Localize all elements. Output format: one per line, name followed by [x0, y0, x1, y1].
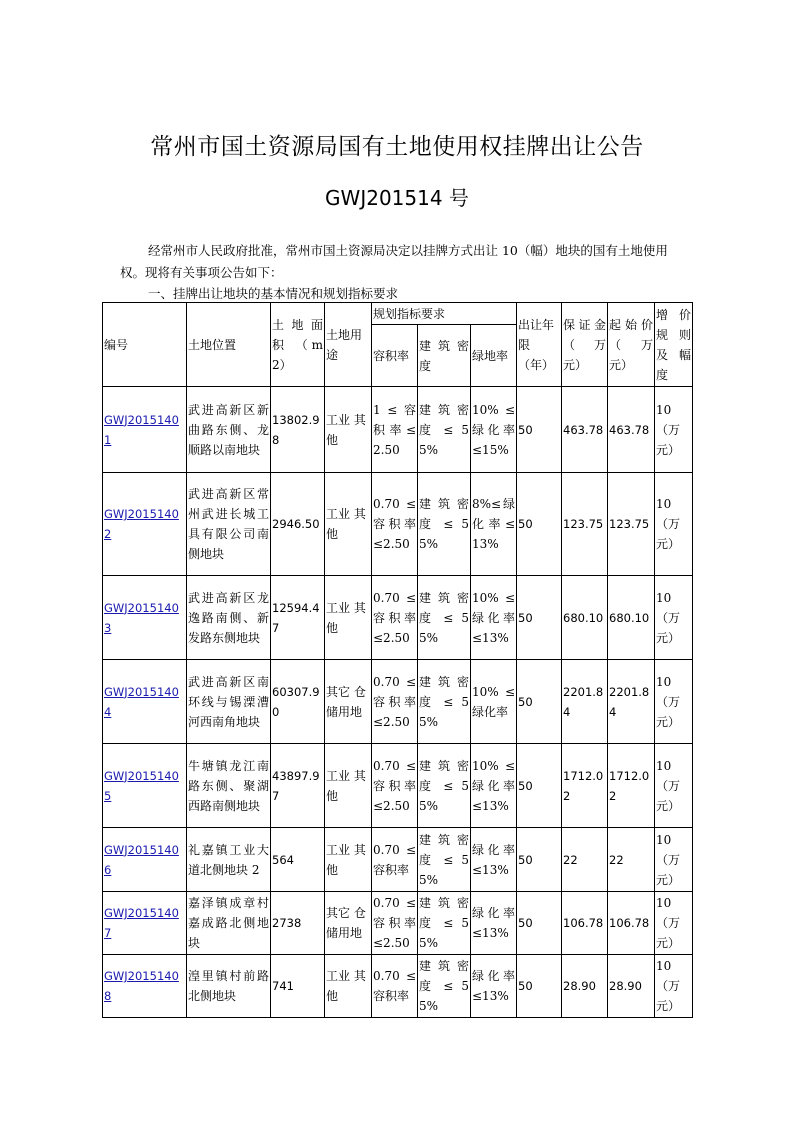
- table-cell-location: 武进高新区南环线与锡溧漕河西南角地块: [187, 660, 271, 744]
- table-cell-area: 741: [271, 955, 325, 1018]
- table-cell-use: 工业 其他: [325, 828, 372, 892]
- table-cell-green: 绿化率 ≤13%: [471, 892, 517, 955]
- table-cell-start-price: 22: [608, 828, 655, 892]
- table-cell-start-price: 28.90: [608, 955, 655, 1018]
- table-cell-use: 工业 其他: [325, 744, 372, 828]
- table-cell-far: 0.70 ≤ 容积率 ≤2.50: [372, 744, 418, 828]
- table-cell-deposit: 1712.02: [562, 744, 608, 828]
- table-cell-density: 建 筑 密 度 ≤ 55%: [418, 660, 471, 744]
- table-cell-density: 建 筑 密 度 ≤ 55%: [418, 955, 471, 1018]
- header-start-price: 起始价 （ 万元）: [608, 303, 655, 387]
- table-cell-green: 10% ≤ 绿化率 ≤13%: [471, 744, 517, 828]
- table-cell-deposit: 680.10: [562, 576, 608, 660]
- table-row: [103, 744, 693, 828]
- header-code: 编号: [103, 303, 187, 387]
- table-cell-density: 建 筑 密 度 ≤ 55%: [418, 828, 471, 892]
- table-cell-green: 10% ≤ 绿化率: [471, 660, 517, 744]
- table-cell-location: 礼嘉镇工业大道北侧地块 2: [187, 828, 271, 892]
- table-cell-code[interactable]: GWJ20151408: [103, 955, 187, 1018]
- table-cell-area: 12594.47: [271, 576, 325, 660]
- table-cell-density: 建 筑 密 度 ≤ 55%: [418, 744, 471, 828]
- table-cell-area: 60307.90: [271, 660, 325, 744]
- table-cell-location: 嘉泽镇成章村嘉成路北侧地块: [187, 892, 271, 955]
- table-cell-far: 0.70 ≤ 容积率: [372, 828, 418, 892]
- table-cell-term: 50: [517, 892, 562, 955]
- header-increment: 增 价 规则 及 幅 度: [655, 303, 693, 387]
- table-cell-deposit: 106.78: [562, 892, 608, 955]
- table-cell-location: 武进高新区常州武进长城工具有限公司南侧地块: [187, 473, 271, 576]
- table-cell-location: 湟里镇村前路北侧地块: [187, 955, 271, 1018]
- table-row: [103, 660, 693, 744]
- table-cell-area: 564: [271, 828, 325, 892]
- table-cell-far: 0.70 ≤ 容积率 ≤2.50: [372, 576, 418, 660]
- table-cell-code[interactable]: GWJ20151401: [103, 387, 187, 473]
- table-row: [103, 892, 693, 955]
- header-use: 土地用途: [325, 303, 372, 387]
- header-deposit: 保证金 （ 万元）: [562, 303, 608, 387]
- table-cell-deposit: 22: [562, 828, 608, 892]
- table-cell-use: 其它 仓储用地: [325, 660, 372, 744]
- table-cell-increment: 10（万元）: [655, 892, 693, 955]
- table-cell-deposit: 2201.84: [562, 660, 608, 744]
- table-cell-increment: 10（万元）: [655, 744, 693, 828]
- table-cell-use: 工业 其他: [325, 576, 372, 660]
- table-cell-area: 13802.98: [271, 387, 325, 473]
- table-cell-code[interactable]: GWJ20151403: [103, 576, 187, 660]
- table-cell-start-price: 680.10: [608, 576, 655, 660]
- table-cell-density: 建 筑 密 度 ≤ 55%: [418, 473, 471, 576]
- table-cell-green: 绿化率 ≤13%: [471, 955, 517, 1018]
- table-cell-far: 0.70 ≤ 容积率 ≤2.50: [372, 892, 418, 955]
- table-cell-start-price: 123.75: [608, 473, 655, 576]
- table-cell-term: 50: [517, 744, 562, 828]
- table-cell-use: 工业 其他: [325, 387, 372, 473]
- header-green: 绿地率: [471, 325, 517, 387]
- section-heading: 一、挂牌出让地块的基本情况和规划指标要求: [148, 286, 399, 301]
- header-location: 土地位置: [187, 303, 271, 387]
- land-parcel-table: [102, 302, 693, 1018]
- table-cell-area: 2738: [271, 892, 325, 955]
- table-cell-far: 0.70 ≤ 容积率: [372, 955, 418, 1018]
- table-cell-deposit: 463.78: [562, 387, 608, 473]
- table-cell-code[interactable]: GWJ20151405: [103, 744, 187, 828]
- table-cell-location: 武进高新区龙逸路南侧、新发路东侧地块: [187, 576, 271, 660]
- table-cell-term: 50: [517, 955, 562, 1018]
- table-cell-far: 0.70 ≤ 容积率 ≤2.50: [372, 473, 418, 576]
- table-cell-term: 50: [517, 387, 562, 473]
- table-cell-green: 8%≤绿化率≤ 13%: [471, 473, 517, 576]
- table-cell-location: 武进高新区新曲路东侧、龙顺路以南地块: [187, 387, 271, 473]
- table-cell-term: 50: [517, 473, 562, 576]
- table-row: [103, 473, 693, 576]
- table-cell-use: 工业 其他: [325, 473, 372, 576]
- table-cell-increment: 10（万元）: [655, 473, 693, 576]
- table-cell-term: 50: [517, 828, 562, 892]
- table-cell-green: 绿化率 ≤13%: [471, 828, 517, 892]
- table-cell-density: 建 筑 密 度 ≤ 55%: [418, 576, 471, 660]
- header-planning: 规划指标要求: [372, 303, 517, 325]
- table-cell-location: 牛塘镇龙江南路东侧、聚湖西路南侧地块: [187, 744, 271, 828]
- table-cell-start-price: 463.78: [608, 387, 655, 473]
- table-cell-far: 1 ≤ 容积率≤ 2.50: [372, 387, 418, 473]
- page-title: 常州市国土资源局国有土地使用权挂牌出让公告: [150, 134, 644, 160]
- table-cell-term: 50: [517, 576, 562, 660]
- table-cell-far: 0.70 ≤ 容积率 ≤2.50: [372, 660, 418, 744]
- table-cell-code[interactable]: GWJ20151407: [103, 892, 187, 955]
- table-cell-area: 43897.97: [271, 744, 325, 828]
- table-cell-density: 建 筑 密 度 ≤ 55%: [418, 387, 471, 473]
- table-cell-area: 2946.50: [271, 473, 325, 576]
- table-cell-start-price: 2201.84: [608, 660, 655, 744]
- table-cell-use: 其它 仓储用地: [325, 892, 372, 955]
- table-row: [103, 576, 693, 660]
- table-cell-increment: 10（万元）: [655, 955, 693, 1018]
- intro-paragraph: 经常州市人民政府批准，常州市国土资源局决定以挂牌方式出让 10（幅）地块的国有土地使用权。现将有关事项公告如下：: [120, 243, 668, 280]
- table-cell-use: 工业 其他: [325, 955, 372, 1018]
- header-term: 出让年限 （年）: [517, 303, 562, 387]
- table-cell-increment: 10（万元）: [655, 576, 693, 660]
- header-density: 建 筑 密 度: [418, 325, 471, 387]
- table-cell-green: 10% ≤ 绿化率 ≤13%: [471, 576, 517, 660]
- header-area: 土 地 面 积 （m2）: [271, 303, 325, 387]
- table-cell-increment: 10（万元）: [655, 660, 693, 744]
- table-cell-code[interactable]: GWJ20151404: [103, 660, 187, 744]
- table-cell-increment: 10（万元）: [655, 828, 693, 892]
- table-row: [103, 955, 693, 1018]
- table-cell-start-price: 1712.02: [608, 744, 655, 828]
- header-far: 容积率: [372, 325, 418, 387]
- table-row: [103, 828, 693, 892]
- table-row: [103, 387, 693, 473]
- table-cell-deposit: 28.90: [562, 955, 608, 1018]
- announcement-number: GWJ201514 号: [325, 186, 469, 210]
- table-cell-start-price: 106.78: [608, 892, 655, 955]
- table-cell-density: 建 筑 密 度 ≤ 55%: [418, 892, 471, 955]
- table-cell-code[interactable]: GWJ20151402: [103, 473, 187, 576]
- table-cell-term: 50: [517, 660, 562, 744]
- table-cell-deposit: 123.75: [562, 473, 608, 576]
- table-cell-increment: 10（万元）: [655, 387, 693, 473]
- table-cell-green: 10% ≤ 绿化率 ≤15%: [471, 387, 517, 473]
- table-cell-code[interactable]: GWJ20151406: [103, 828, 187, 892]
